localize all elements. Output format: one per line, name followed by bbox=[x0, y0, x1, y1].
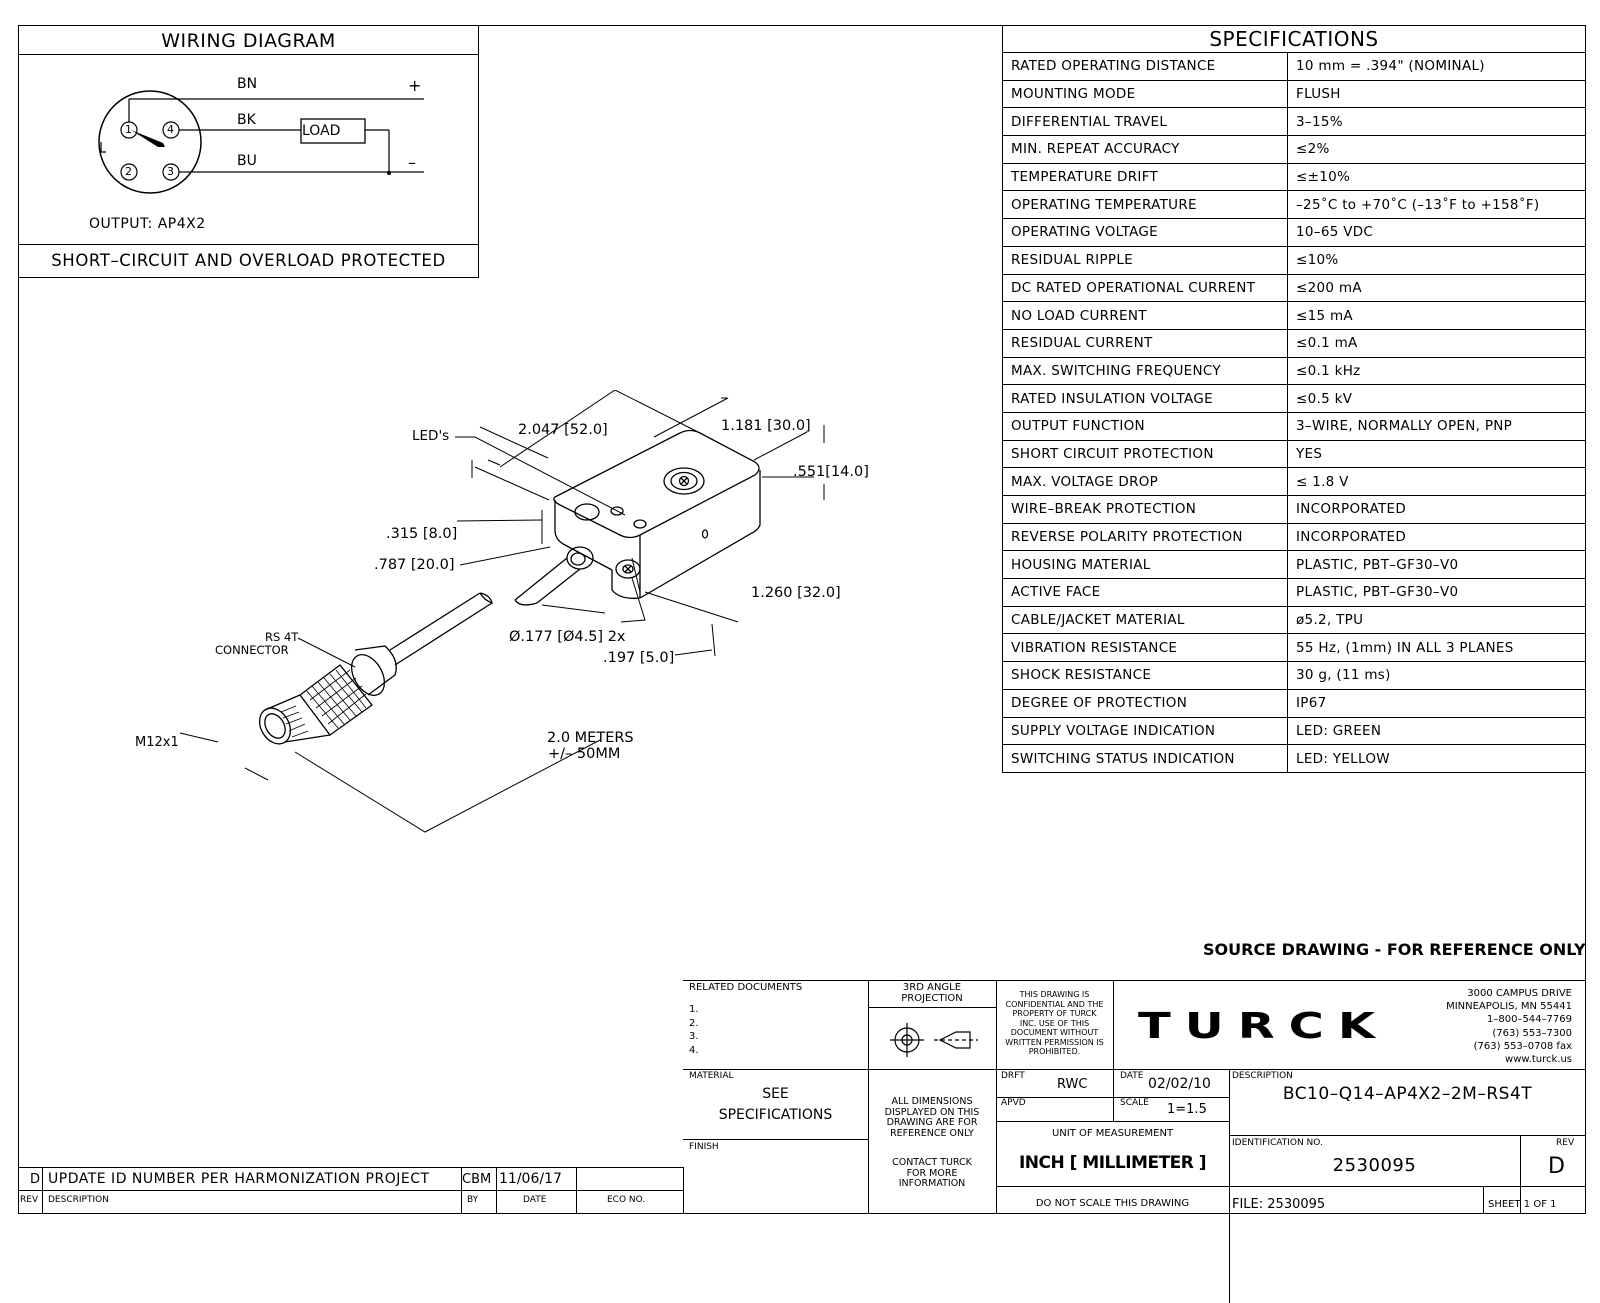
spec-row bbox=[1003, 302, 1586, 330]
dim-1260: 1.260 [32.0] bbox=[751, 585, 841, 601]
dim-hole: Ø.177 [Ø4.5] 2x bbox=[509, 629, 626, 645]
rev-header: REV bbox=[20, 1195, 39, 1205]
pin-1: 1 bbox=[125, 123, 132, 136]
spec-row bbox=[1003, 579, 1586, 607]
spec-label: SHORT CIRCUIT PROTECTION bbox=[1003, 440, 1288, 468]
spec-label: RATED INSULATION VOLTAGE bbox=[1003, 385, 1288, 413]
spec-label: HOUSING MATERIAL bbox=[1003, 551, 1288, 579]
spec-row bbox=[1003, 385, 1586, 413]
spec-row bbox=[1003, 717, 1586, 745]
spec-value: –25˚C to +70˚C (–13˚F to +158˚F) bbox=[1288, 191, 1586, 219]
plus-sign: + bbox=[408, 76, 422, 95]
spec-label: SHOCK RESISTANCE bbox=[1003, 662, 1288, 690]
spec-value: ≤0.1 mA bbox=[1288, 329, 1586, 357]
by-header: BY bbox=[467, 1195, 479, 1205]
spec-value: PLASTIC, PBT–GF30–V0 bbox=[1288, 579, 1586, 607]
spec-label: ACTIVE FACE bbox=[1003, 579, 1288, 607]
revision-by: CBM bbox=[462, 1172, 492, 1187]
revision-description: UPDATE ID NUMBER PER HARMONIZATION PROJECT bbox=[48, 1171, 430, 1187]
spec-value: FLUSH bbox=[1288, 80, 1586, 108]
spec-value: ≤0.5 kV bbox=[1288, 385, 1586, 413]
spec-value: IP67 bbox=[1288, 689, 1586, 717]
spec-label: WIRE–BREAK PROTECTION bbox=[1003, 496, 1288, 524]
spec-label: MOUNTING MODE bbox=[1003, 80, 1288, 108]
company-address: 3000 CAMPUS DRIVE MINNEAPOLIS, MN 55441 1–800–544–7769 (763) 553–7300 (763) 553–0708 fax www.turck.us bbox=[1446, 988, 1572, 1066]
spec-value: ≤ 1.8 V bbox=[1288, 468, 1586, 496]
spec-value: ≤0.1 kHz bbox=[1288, 357, 1586, 385]
spec-value: ≤±10% bbox=[1288, 163, 1586, 191]
spec-row bbox=[1003, 274, 1586, 302]
turck-logo: TURCK bbox=[1138, 1005, 1390, 1047]
dimensions-note: ALL DIMENSIONS DISPLAYED ON THIS DRAWING ARE FOR REFERENCE ONLY bbox=[884, 1096, 980, 1139]
third-angle-projection-symbol bbox=[890, 1023, 980, 1063]
source-note: SOURCE DRAWING - FOR REFERENCE ONLY bbox=[1203, 940, 1586, 959]
spec-row bbox=[1003, 53, 1586, 81]
specifications-title: SPECIFICATIONS bbox=[1003, 26, 1586, 53]
spec-value: ≤15 mA bbox=[1288, 302, 1586, 330]
confidential-note: THIS DRAWING IS CONFIDENTIAL AND THE PROPERTY OF TURCK INC. USE OF THIS DOCUMENT WITHOUT WRITTEN PERMISSION IS PROHIBITED. bbox=[1005, 990, 1104, 1056]
scale-label: SCALE bbox=[1120, 1098, 1149, 1108]
apvd-label: APVD bbox=[1001, 1098, 1026, 1108]
housing-left-face bbox=[555, 500, 612, 570]
sheet-divider bbox=[1483, 1186, 1484, 1214]
pin-2: 2 bbox=[125, 165, 132, 178]
output-label: OUTPUT: AP4X2 bbox=[89, 216, 206, 232]
led-2 bbox=[634, 520, 646, 528]
projection-label-1: 3RD ANGLE bbox=[902, 982, 962, 993]
spec-row bbox=[1003, 191, 1586, 219]
drft-label: DRFT bbox=[1001, 1071, 1025, 1081]
spec-value: 55 Hz, (1mm) IN ALL 3 PLANES bbox=[1288, 634, 1586, 662]
spec-row bbox=[1003, 468, 1586, 496]
spec-row bbox=[1003, 551, 1586, 579]
spec-label: VIBRATION RESISTANCE bbox=[1003, 634, 1288, 662]
spec-row bbox=[1003, 634, 1586, 662]
spec-label: MAX. VOLTAGE DROP bbox=[1003, 468, 1288, 496]
dim-315: .315 [8.0] bbox=[386, 526, 458, 542]
revision-date: 11/06/17 bbox=[499, 1171, 562, 1187]
unit-label: UNIT OF MEASUREMENT bbox=[1051, 1128, 1174, 1139]
sensor-isometric-drawing bbox=[120, 390, 900, 860]
specifications-table bbox=[1002, 25, 1586, 773]
spec-label: DC RATED OPERATIONAL CURRENT bbox=[1003, 274, 1288, 302]
spec-label: SWITCHING STATUS INDICATION bbox=[1003, 745, 1288, 773]
spec-label: MIN. REPEAT ACCURACY bbox=[1003, 136, 1288, 164]
spec-label: RATED OPERATING DISTANCE bbox=[1003, 53, 1288, 81]
spec-label: TEMPERATURE DRIFT bbox=[1003, 163, 1288, 191]
material-value-1: SEE bbox=[762, 1086, 789, 1102]
no-scale-note: DO NOT SCALE THIS DRAWING bbox=[1035, 1198, 1190, 1209]
spec-label: OUTPUT FUNCTION bbox=[1003, 412, 1288, 440]
spec-row bbox=[1003, 496, 1586, 524]
file-label: FILE: 2530095 bbox=[1232, 1197, 1326, 1212]
connector-label-2: CONNECTOR bbox=[215, 643, 289, 657]
spec-label: DEGREE OF PROTECTION bbox=[1003, 689, 1288, 717]
spec-label: DIFFERENTIAL TRAVEL bbox=[1003, 108, 1288, 136]
spec-row bbox=[1003, 163, 1586, 191]
spec-label: MAX. SWITCHING FREQUENCY bbox=[1003, 357, 1288, 385]
related-doc-1: 1. bbox=[689, 1004, 699, 1015]
spec-row bbox=[1003, 357, 1586, 385]
cable-length-label: 2.0 METERS bbox=[547, 730, 634, 746]
spec-value: 30 g, (11 ms) bbox=[1288, 662, 1586, 690]
projection-label-2: PROJECTION bbox=[901, 993, 963, 1004]
unit-value: INCH [ MILLIMETER ] bbox=[1018, 1153, 1207, 1173]
cable-tolerance-label: +/– 50MM bbox=[548, 746, 621, 762]
spec-value: 3–WIRE, NORMALLY OPEN, PNP bbox=[1288, 412, 1586, 440]
spec-label: SUPPLY VOLTAGE INDICATION bbox=[1003, 717, 1288, 745]
description-value: BC10–Q14–AP4X2–2M–RS4T bbox=[1282, 1084, 1533, 1104]
minus-sign: – bbox=[408, 153, 416, 172]
dim-197: .197 [5.0] bbox=[603, 650, 675, 666]
eco-header: ECO NO. bbox=[607, 1195, 646, 1205]
thread-label: M12x1 bbox=[135, 735, 179, 750]
spec-row bbox=[1003, 136, 1586, 164]
connector-label-1: RS 4T bbox=[265, 630, 299, 644]
material-label: MATERIAL bbox=[689, 1071, 734, 1081]
dim-length: 2.047 [52.0] bbox=[518, 422, 608, 438]
spec-label: RESIDUAL CURRENT bbox=[1003, 329, 1288, 357]
wiring-title: WIRING DIAGRAM bbox=[161, 30, 336, 52]
load-label: LOAD bbox=[302, 123, 341, 139]
contact-note: CONTACT TURCK FOR MORE INFORMATION bbox=[892, 1157, 972, 1189]
dim-787: .787 [20.0] bbox=[374, 557, 455, 573]
spec-row bbox=[1003, 246, 1586, 274]
spec-value: ≤200 mA bbox=[1288, 274, 1586, 302]
spec-label: NO LOAD CURRENT bbox=[1003, 302, 1288, 330]
related-doc-4: 4. bbox=[689, 1045, 699, 1056]
spec-label: REVERSE POLARITY PROTECTION bbox=[1003, 523, 1288, 551]
material-value-2: SPECIFICATIONS bbox=[718, 1107, 833, 1123]
spec-value: YES bbox=[1288, 440, 1586, 468]
cable bbox=[390, 593, 492, 665]
wire-label-bu: BU bbox=[237, 153, 257, 169]
wire-label-bk: BK bbox=[237, 112, 256, 128]
date-header: DATE bbox=[523, 1195, 547, 1205]
spec-value: 3–15% bbox=[1288, 108, 1586, 136]
id-label: IDENTIFICATION NO. bbox=[1232, 1138, 1323, 1148]
pin-4: 4 bbox=[167, 123, 174, 136]
description-header: DESCRIPTION bbox=[48, 1195, 109, 1205]
id-value: 2530095 bbox=[1332, 1155, 1417, 1176]
spec-row bbox=[1003, 606, 1586, 634]
spec-value: ø5.2, TPU bbox=[1288, 606, 1586, 634]
finish-label: FINISH bbox=[689, 1142, 719, 1152]
spec-value: INCORPORATED bbox=[1288, 523, 1586, 551]
leds-label: LED's bbox=[412, 428, 450, 444]
spec-value: ≤10% bbox=[1288, 246, 1586, 274]
spec-row bbox=[1003, 412, 1586, 440]
spec-row bbox=[1003, 523, 1586, 551]
spec-row bbox=[1003, 440, 1586, 468]
spec-value: 10 mm = .394" (NOMINAL) bbox=[1288, 53, 1586, 81]
dim-height: .551[14.0] bbox=[793, 464, 869, 480]
date-value: 02/02/10 bbox=[1148, 1076, 1211, 1092]
sheet-label: SHEET 1 OF 1 bbox=[1488, 1199, 1557, 1210]
spec-row bbox=[1003, 689, 1586, 717]
spec-label: CABLE/JACKET MATERIAL bbox=[1003, 606, 1288, 634]
wire-label-bn: BN bbox=[237, 76, 258, 92]
revision-letter: D bbox=[29, 1172, 40, 1187]
drft-value: RWC bbox=[1057, 1077, 1088, 1092]
rev-label: REV bbox=[1556, 1138, 1575, 1148]
date-label: DATE bbox=[1120, 1071, 1144, 1081]
spec-value: INCORPORATED bbox=[1288, 496, 1586, 524]
connector-coupling-nut bbox=[300, 665, 372, 735]
related-docs-label: RELATED DOCUMENTS bbox=[689, 982, 803, 993]
spec-row bbox=[1003, 329, 1586, 357]
spec-value: 10–65 VDC bbox=[1288, 219, 1586, 247]
spec-label: RESIDUAL RIPPLE bbox=[1003, 246, 1288, 274]
spec-row bbox=[1003, 662, 1586, 690]
spec-row bbox=[1003, 745, 1586, 773]
housing-top bbox=[554, 431, 759, 538]
spec-row bbox=[1003, 108, 1586, 136]
pin-3: 3 bbox=[167, 165, 174, 178]
spec-value: LED: YELLOW bbox=[1288, 745, 1586, 773]
spec-value: PLASTIC, PBT–GF30–V0 bbox=[1288, 551, 1586, 579]
related-doc-2: 2. bbox=[689, 1018, 699, 1029]
spec-row bbox=[1003, 80, 1586, 108]
spec-row bbox=[1003, 219, 1586, 247]
spec-value: ≤2% bbox=[1288, 136, 1586, 164]
rev-value: D bbox=[1548, 1154, 1565, 1179]
scale-value: 1=1.5 bbox=[1167, 1102, 1207, 1117]
description-label: DESCRIPTION bbox=[1232, 1071, 1293, 1081]
spec-label: OPERATING TEMPERATURE bbox=[1003, 191, 1288, 219]
dim-width: 1.181 [30.0] bbox=[721, 418, 811, 434]
connector-face bbox=[253, 703, 296, 750]
related-doc-3: 3. bbox=[689, 1031, 699, 1042]
protection-label: SHORT–CIRCUIT AND OVERLOAD PROTECTED bbox=[51, 251, 446, 270]
spec-value: LED: GREEN bbox=[1288, 717, 1586, 745]
spec-label: OPERATING VOLTAGE bbox=[1003, 219, 1288, 247]
